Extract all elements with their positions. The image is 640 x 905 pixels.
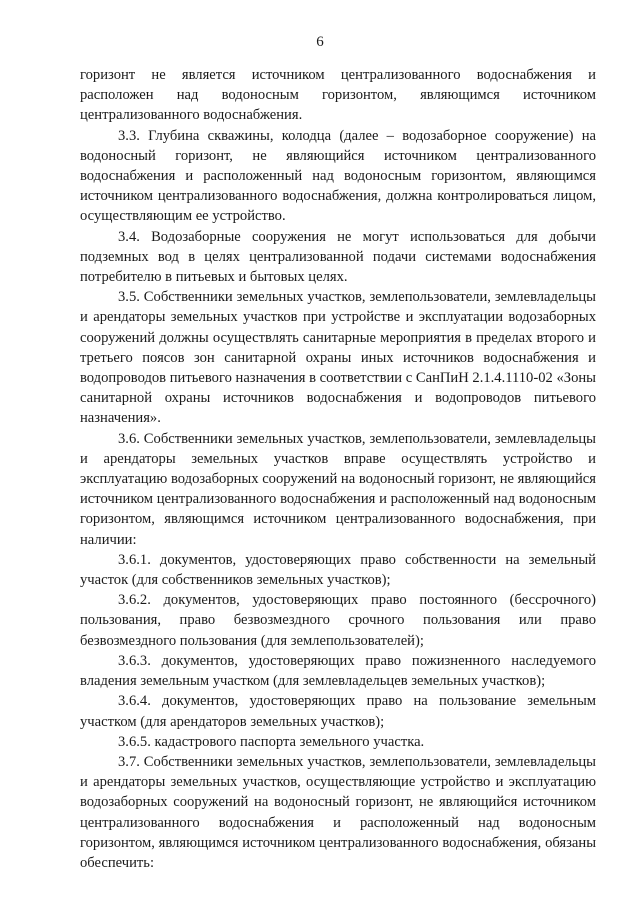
paragraph-continuation: горизонт не является источником централизованного водоснабжения и расположен над водоносным горизонтом, являющимся источником централизованного водоснабжения. (80, 67, 596, 124)
page-number: 6 (316, 34, 324, 50)
paragraph-3-4: 3.4. Водозаборные сооружения не могут использоваться для добычи подземных вод в целях централизованной подачи системами водоснабжения потребителю в питьевых и бытовых целях. (80, 228, 596, 286)
paragraph-3-6-2: 3.6.2. документов, удостоверяющих право постоянного (бессрочного) пользования, право безвозмездного срочного пользования или право безвозмездного пользования (для землепользователей); (80, 592, 596, 649)
paragraph-3-3: 3.3. Глубина скважины, колодца (далее – водозаборное сооружение) на водоносный горизонт, не являющийся источником централизованного водоснабжения и расположенный над водоносным горизонтом, являющимся источником централизованного водоснабжения, должна контролироваться лицом, осуществляющим ее устройство. (80, 127, 596, 225)
document-body (80, 65, 596, 873)
paragraph-3-6-4: 3.6.4. документов, удостоверяющих право на пользование земельным участком (для арендаторов земельных участков); (80, 693, 596, 730)
paragraph-3-7: 3.7. Собственники земельных участков, землепользователи, землевладельцы и арендаторы земельных участков, осуществляющие устройство и эксплуатацию водозаборных сооружений на водоносный горизонт, не являющийся источником централизованного водоснабжения и расположенный над водоносным горизонтом, являющимся источником централизованного водоснабжения, обязаны обеспечить: (80, 753, 596, 871)
paragraph-3-6-5: 3.6.5. кадастрового паспорта земельного участка. (118, 733, 425, 750)
paragraph-3-6: 3.6. Собственники земельных участков, землепользователи, землевладельцы и арендаторы земельных участков вправе осуществлять устройство и эксплуатацию водозаборных сооружений на водоносный горизонт, не являющийся источником централизованного водоснабжения и расположенный над водоносным горизонтом, являющимся источником централизованного водоснабжения, при наличии: (80, 430, 596, 548)
paragraph-3-6-1: 3.6.1. документов, удостоверяющих право собственности на земельный участок (для собственников земельных участков); (80, 551, 596, 589)
paragraph-3-6-3: 3.6.3. документов, удостоверяющих право пожизненного наследуемого владения земельным участком (для землевладельцев земельных участков); (80, 652, 596, 690)
paragraph-3-5: 3.5. Собственники земельных участков, землепользователи, землевладельцы и арендаторы земельных участков при устройстве и эксплуатации водозаборных сооружений должны осуществлять санитарные мероприятия в пределах второго и третьего поясов зон санитарной охраны иных источников водоснабжения и водопроводов питьевого назначения в соответствии с СанПиН 2.1.4.1110-02 «Зоны санитарной охраны источников водоснабжения и водопроводов питьевого назначения». (80, 289, 596, 427)
